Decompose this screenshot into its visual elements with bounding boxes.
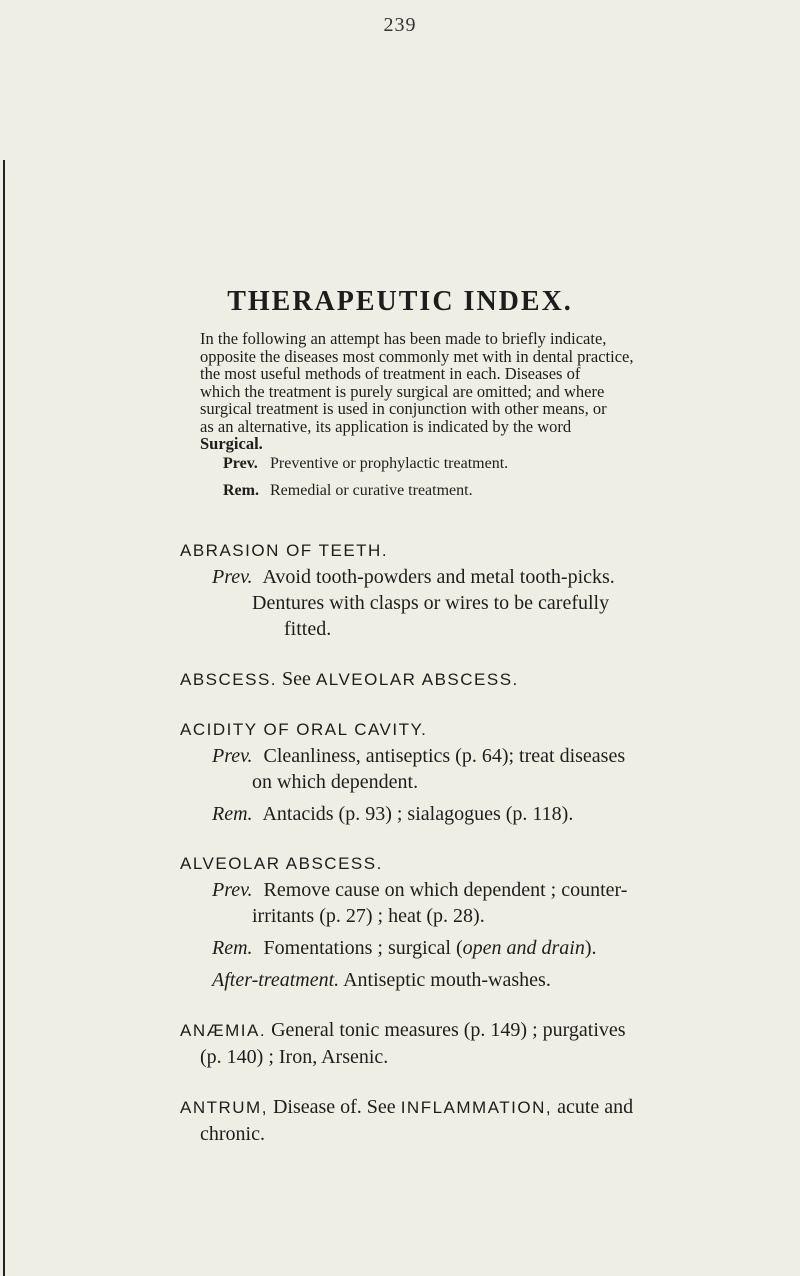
intro-line: opposite the diseases most commonly met with in dental practice, [200,346,634,366]
entry-heading: ABSCESS. [180,670,278,689]
entry-abrasion [180,538,770,642]
prev-text: Cleanliness, antiseptics (p. 64); treat diseases [263,745,626,767]
entry-heading: ABRASION OF TEETH. [180,541,389,560]
rem-label: Rem. [212,803,253,825]
prev-continuation: Dentures with clasps or wires to be carefully [252,592,610,614]
rem-text-end: ). [584,937,597,959]
entry-continuation: chronic. [200,1123,265,1145]
intro-line: as an alternative, its application is indicated by the word [200,416,572,436]
entry-alveolar-abscess [180,851,770,993]
entry-text: General tonic measures (p. 149) ; purgatives [271,1019,626,1041]
intro-line: the most useful methods of treatment in each. Diseases of [200,364,581,383]
page-title: THERAPEUTIC INDEX. [227,286,573,317]
entry-heading: ANÆMIA. [180,1021,267,1040]
abbreviation-prev [223,455,508,473]
entry-heading: ACIDITY OF ORAL CAVITY. [180,720,428,739]
entry-prev [180,877,770,903]
prev-continuation: on which dependent. [252,771,419,793]
page-number: 239 [383,14,417,36]
entry-continuation: (p. 140) ; Iron, Arsenic. [200,1046,389,1068]
intro-line: In the following an attempt has been made to briefly indicate, [200,329,607,348]
entry-anaemia [180,1017,770,1070]
page-edge-shadow [3,160,5,1276]
entry-rem [180,935,770,961]
rem-text: Fomentations ; surgical ( [263,937,463,959]
prev-label: Prev. [212,879,253,901]
entry-prev [180,564,770,590]
entry-heading: ALVEOLAR ABSCESS. [180,854,383,873]
abbreviation-meaning: Remedial or curative treatment. [270,482,473,499]
prev-text: Remove cause on which dependent ; counter- [263,879,628,901]
intro-line: surgical treatment is used in conjunction with other means, or [200,399,607,418]
rem-italic: open and drain [462,937,585,959]
see-word: See [282,668,311,690]
entry-abscess [180,666,770,693]
cross-reference: ALVEOLAR ABSCESS. [315,670,519,689]
rem-text: Antacids (p. 93) ; sialagogues (p. 118). [262,803,574,825]
cross-reference: INFLAMMATION, [400,1098,553,1117]
abbreviation-rem [223,482,473,500]
entry-text: Disease of. See [272,1096,396,1118]
intro-line: which the treatment is purely surgical are omitted; and where [200,381,605,401]
after-treatment-label: After-treatment. [212,969,340,991]
entry-text-end: acute and [557,1096,634,1118]
prev-label: Prev. [212,566,253,588]
intro-paragraph [200,330,760,453]
abbreviation-label: Rem. [223,482,259,499]
entry-heading: ANTRUM, [180,1098,268,1117]
entry-acidity [180,717,770,827]
prev-text: Avoid tooth-powders and metal tooth-picks. [262,566,615,588]
entry-prev [180,743,770,769]
entry-antrum [180,1094,770,1147]
abbreviation-label: Prev. [223,455,258,472]
prev-continuation: irritants (p. 27) ; heat (p. 28). [252,905,485,927]
prev-continuation: fitted. [284,618,332,640]
intro-last-word: Surgical. [200,434,263,453]
index-entries [180,538,770,1171]
abbreviation-meaning: Preventive or prophylactic treatment. [270,455,509,472]
entry-rem [180,801,770,827]
rem-label: Rem. [212,937,253,959]
entry-after-treatment [180,967,770,993]
after-treatment-text: Antiseptic mouth-washes. [343,969,551,991]
prev-label: Prev. [212,745,253,767]
